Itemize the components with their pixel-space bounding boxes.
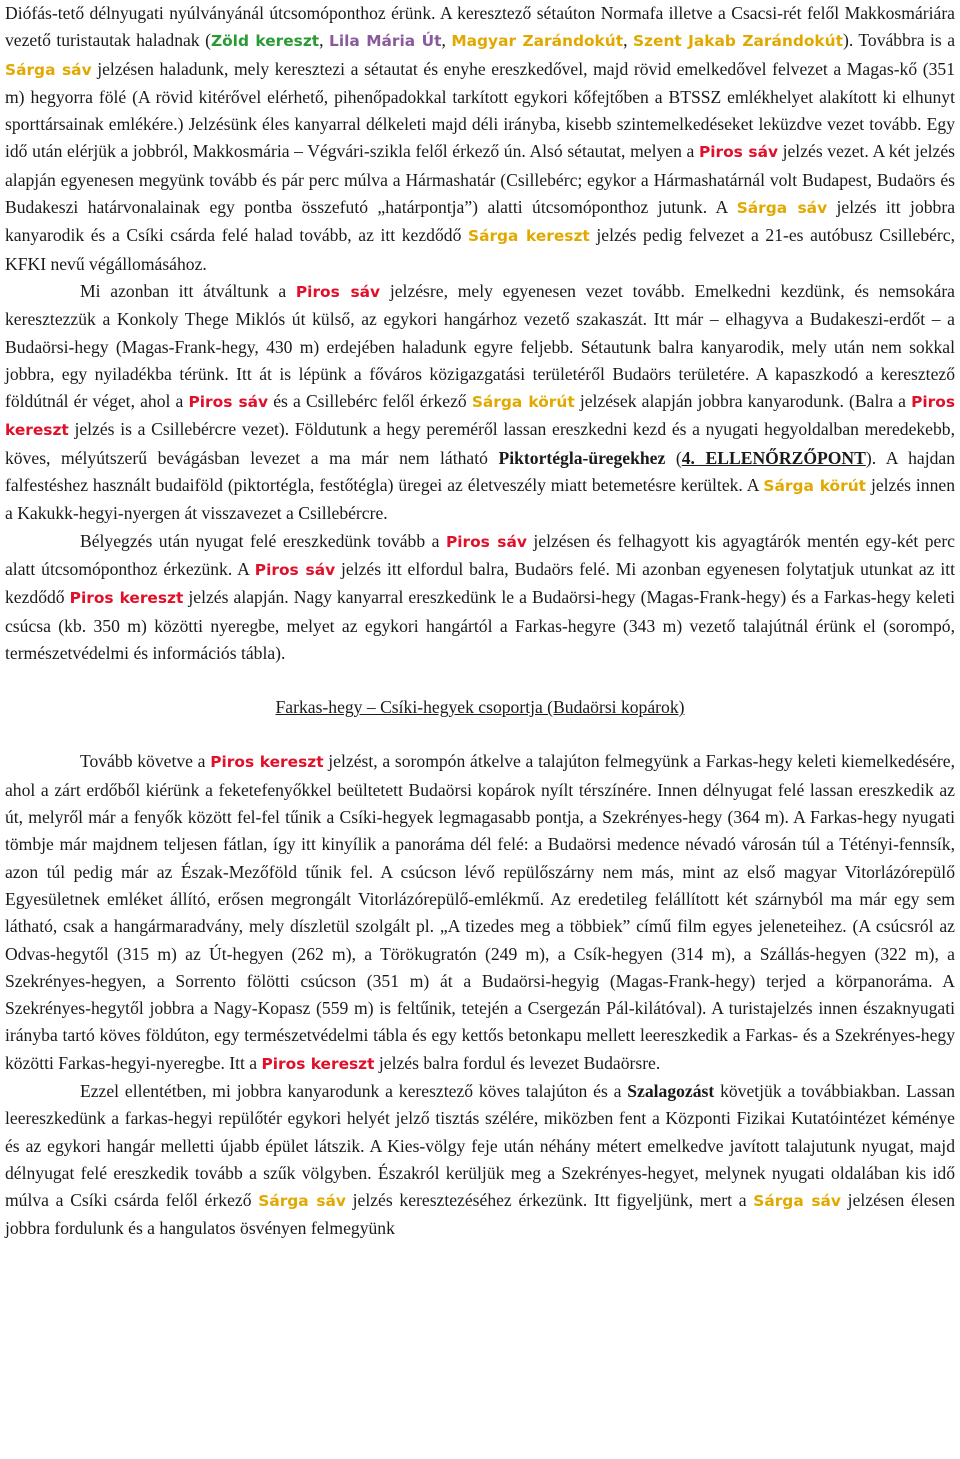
text-run: ,: [319, 30, 330, 51]
spacer: [5, 721, 955, 748]
text-run: jelzés keresztezéséhez érkezünk. Itt figyeljünk, mert a: [345, 1190, 754, 1211]
trail-marker-name: Lila Mária Út: [329, 32, 442, 51]
trail-marker-name: Magyar Zarándokút: [451, 32, 624, 51]
text-run: ). Továbbra is a: [842, 30, 956, 51]
trail-marker-name: Sárga körút: [763, 477, 867, 496]
text-run: jelzés innen a Kakukk-hegyi-nyergen át visszavezet a Csillebércre.: [5, 475, 955, 524]
text-run: ,: [623, 30, 633, 51]
trail-marker-name: Szent Jakab Zarándokút: [632, 32, 843, 51]
trail-marker-name: Sárga sáv: [753, 1192, 841, 1211]
text-run: jelzés itt elfordul balra, Budaörs felé. Mi azonban egyenesen folytatjuk utunkat az itt kezdődő: [5, 558, 955, 608]
text-block-after-heading: [5, 748, 955, 1242]
text-run: Tovább követve a: [80, 751, 211, 772]
text-run: jelzés pedig felvezet a 21-es autóbusz Csillebérc, KFKI nevű végállomásához.: [5, 225, 955, 274]
trail-marker-name: Piros kereszt: [210, 753, 324, 772]
text-run: jelzésen és felhagyott kis agyagtárók mentén egy-két perc alatt útcsomóponthoz érkezünk. A: [5, 530, 955, 579]
text-run: jelzések alapján jobbra kanyarodunk. (Balra a: [574, 391, 912, 412]
text-run: jelzés alapján. Nagy kanyarral ereszkedünk le a Budaörsi-hegy (Magas-Frank-hegy) és a Farkas-hegy keleti csúcsa (kb. 350 m) közötti nyeregbe, melyet az egykori hangártól a Farkas-hegyre (343 m) vezető talajútnál érünk el (sorompó, természetvédelmi és információs tábla).: [5, 587, 955, 663]
text-run: jelzés balra fordul és levezet Budaörsre.: [374, 1052, 661, 1073]
emphasis-text: Piktortégla-üregekhez: [498, 447, 666, 468]
trail-marker-name: Piros sáv: [295, 282, 381, 301]
text-run: Bélyegzés után nyugat felé ereszkedünk tovább a: [80, 530, 446, 551]
emphasis-text: Szalagozást: [627, 1080, 715, 1101]
text-run: Ezzel ellentétben, mi jobbra kanyarodunk a keresztező köves talajúton és a: [80, 1080, 628, 1101]
text-run: jelzés is a Csillebércre vezet). Földutunk a hegy pereméről lassan ereszkedni kezd és a nyugati hegyoldalban meredekebb, köves, mélyútszerű bevágásban levezet a ma már nem látható: [5, 419, 955, 468]
text-run: és a Csillebérc felől érkező: [268, 391, 472, 412]
text-run: ,: [441, 30, 452, 51]
text-block-before-heading: [5, 0, 955, 667]
trail-marker-name: Sárga sáv: [5, 60, 92, 79]
trail-marker-name: Piros sáv: [445, 532, 527, 551]
text-run: jelzésre, mely egyenesen vezet tovább. Emelkedni kezdünk, és nemsokára keresztezzük a Konkoly Thege Miklós út külső, az egykori hangárhoz vezető szakaszát. Itt már – elhagyva a Budakeszi-erdőt – a Budaörsi-hegy (Magas-Frank-hegy, 430 m) erdejében haladunk egyre feljebb. Sétautunk balra kanyarodik, mely után nem sokkal jobbra, egy nyiladékba térünk. Itt át is lépünk a főváros közigazgatási területéről Budaörs területére. A kapaszkodó a keresztező földútnál ér véget, ahol a: [5, 280, 955, 412]
paragraph: [5, 748, 955, 1078]
emphasis-text: 4. ELLENŐRZŐPONT: [681, 447, 866, 468]
paragraph: [5, 278, 955, 528]
trail-marker-name: Piros sáv: [698, 143, 778, 162]
paragraph: [5, 0, 955, 278]
trail-marker-name: Piros kereszt: [69, 589, 184, 608]
section-heading: [5, 694, 955, 721]
text-run: jelzésen élesen jobbra fordulunk és a hangulatos ösvényen felmegyünk: [5, 1190, 955, 1239]
section-heading-text: Farkas-hegy – Csíki-hegyek csoportja (Budaörsi kopárok): [275, 697, 685, 718]
trail-marker-name: Sárga kereszt: [467, 227, 590, 246]
paragraph: [5, 528, 955, 667]
trail-marker-name: Piros sáv: [254, 560, 336, 579]
text-run: Mi azonban itt átváltunk a: [80, 280, 296, 301]
paragraph: [5, 1078, 955, 1243]
trail-marker-name: Sárga körút: [471, 393, 575, 412]
text-run: követjük a továbbiakban. Lassan leereszkedünk a farkas-hegyi repülőtér egykori helyét jelző tisztás szélére, miközben fent a Központi Fizikai Kutatóintézet kéménye és az egykori hangár melletti újabb épület látszik. A Kies-völgy feje után néhány métert emelkedve javított talajutunk nyugat, majd délnyugat felé ereszkedik tovább a szűk völgyben. Északról kerüljük meg a Szekrényes-hegyet, melynek nyugati oldalában kis idő múlva a Csíki csárda felől érkező: [5, 1080, 955, 1211]
text-run: jelzésen haladunk, mely keresztezi a sétautat és enyhe ereszkedővel, majd rövid emelkedővel felvezet a Magas-kő (351 m) hegyorra fölé (A rövid kitérővel elérhető, pihenőpadokkal tarkított egykori kőfejtőben a BTSSZ emlékhelyet alakított ki elhunyt sporttársainak emlékére.) Jelzésünk éles kanyarral délkeleti majd déli irányba, kisebb szintemelkedéseket leküzdve vezet tovább. Egy idő után elérjük a jobbról, Makkosmária – Végvári-szikla felől érkező ún. Alsó sétautat, melyen a: [5, 58, 955, 162]
text-run: jelzést, a sorompón átkelve a talajúton felmegyünk a Farkas-hegy keleti kiemelkedésére, ahol a zárt erdőből kiérünk a feketefenyőkkel beültetett Budaörsi kopárok nyílt térszínére. Innen délnyugat felé lassan ereszkedik az út, melyről már a fenyők között fel-fel tűnik a Csíki-hegyek legmagasabb pontja, a Szekrényes-hegy (364 m). A Farkas-hegy nyugati tömbje már majdnem teljesen fátlan, így itt kinyílik a panoráma dél felé: a Budaörsi medence névadó városán túl a Tétényi-fennsík, azon túl pedig már az Észak-Mezőföld tűnik fel. A csúcson lévő repülőszárny nem más, mint az első magyar Vitorlázórepülő Egyesületnek emléket állító, erősen megrongált Vitorlázórepülő-emlékmű. Az eredetileg felállított két szárnyból ma már egy sem látható, csak a hangármaradvány, mely díszletül szolgált pl. „A tizedes meg a többiek” című film egyes jeleneteihez. (A csúcsról az Odvas-hegytől (315 m) az Út-hegyen (262 m), a Törökugratón (249 m), a Csík-hegyen (314 m), a Szállás-hegyen (322 m), a Szekrényes-hegyen, a Sorrento fölötti csúcson (351 m) át a Budaörsi-hegyig (Magas-Frank-hegy) terjed a körpanoráma. A Szekrényes-hegytől jobbra a Nagy-Kopasz (559 m) is feltűnik, tetején a Csergezán Pál-kilátóval). A turistajelzés innen északnyugati irányba tartó köves földúton, egy természetvédelmi tábla és egy kettős betonkapu mellett leereszkedik a Farkas- és a Szekrényes-hegy közötti Farkas-hegyi-nyeregbe. Itt a: [5, 751, 955, 1073]
text-run: Diófás-tető délnyugati nyúlványánál útcsomóponthoz érünk. A keresztező sétaúton Normafa illetve a Csacsi-rét felől Makkosmáriára vezető turistautak haladnak (: [5, 3, 955, 51]
text-run: jelzés itt jobbra kanyarodik és a Csíki csárda felé halad tovább, az itt kezdődő: [5, 197, 955, 246]
trail-marker-name: Piros kereszt: [5, 393, 955, 440]
text-run: jelzés vezet. A két jelzés alapján egyenesen megyünk tovább és pár perc múlva a Hármashatár (Csillebérc; egykor a Hármashatárnál volt Budapest, Budaörs és Budakeszi határvonalainak egy pontba összefutó „határpontja”) alatti útcsomóponthoz jutunk. A: [5, 141, 955, 218]
trail-marker-name: Sárga sáv: [736, 199, 828, 218]
trail-marker-name: Zöld kereszt: [210, 32, 320, 51]
text-run: (: [665, 447, 682, 468]
trail-marker-name: Piros kereszt: [261, 1054, 375, 1073]
spacer: [5, 667, 955, 694]
text-run: ). A hajdan falfestéshez használt budaiföld (piktortégla, festőtégla) üregei az életveszély miatt betemetésre kerültek. A: [5, 447, 955, 496]
trail-marker-name: Piros sáv: [188, 393, 269, 412]
trail-marker-name: Sárga sáv: [258, 1192, 346, 1211]
